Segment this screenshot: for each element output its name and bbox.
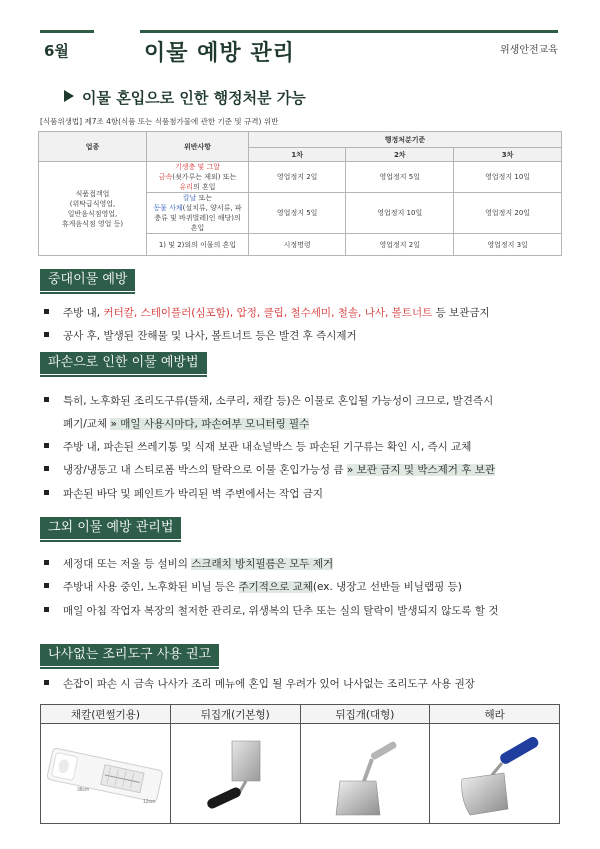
bullet-square-icon <box>44 560 49 565</box>
section-title-screwless-tools: 나사없는 조리도구 사용 권고 <box>40 644 219 666</box>
bullet-square-icon <box>44 309 49 314</box>
bullet-item: 냉장/냉동고 내 스티로폼 박스의 탈락으로 이물 혼입가능성 큼 » 보관 금지 및 박스제거 후 보관 <box>44 462 495 477</box>
bullet-continuation: 폐기/교체 » 매일 사용시마다, 파손여부 모니터링 필수 <box>63 418 310 430</box>
bullet-item: 특히, 노후화된 조리도구류(뜰채, 소쿠리, 채칼 등)은 이물로 혼입될 가능성이 크므로, 발견즉시 <box>44 393 493 408</box>
bullet-item: 주방내 사용 중인, 노후화된 비닐 등은 주기적으로 교체(ex. 냉장고 선반들 비닐랩핑 등) <box>44 579 462 594</box>
turner-basic-image <box>170 724 300 824</box>
turner-large-image <box>300 724 430 824</box>
bullet-item: 세정대 또는 저울 등 설비의 스크래치 방치필름은 모두 제거 <box>44 556 333 571</box>
spatula-large-icon <box>310 729 420 819</box>
category-label: 위생안전교육 <box>500 45 558 56</box>
section-title-major-foreign: 중대이물 예방 <box>40 269 135 291</box>
row2-third: 영업정지 20일 <box>454 193 562 234</box>
penalty-table <box>38 131 562 256</box>
scraper-icon <box>440 729 550 819</box>
scraper-image <box>430 724 560 824</box>
bullet-square-icon <box>44 443 49 448</box>
bullet-square-icon <box>44 332 49 337</box>
tool-header-turner-basic: 뒤집개(기본형) <box>170 705 300 724</box>
bullet-item: 손잡이 파손 시 금속 나사가 조리 메뉴에 혼입 될 우려가 있어 나사없는 조리도구 사용 권장 <box>44 676 475 691</box>
bullet-square-icon <box>44 680 49 685</box>
tool-header-turner-large: 뒤집개(대형) <box>300 705 430 724</box>
law-reference: [식품위생법] 제7조 4항(식품 또는 식품첨가물에 관한 기준 및 규격) 위반 <box>40 117 279 126</box>
bullet-square-icon <box>44 607 49 612</box>
subheading <box>64 87 306 108</box>
row1-third: 영업정지 10일 <box>454 162 562 193</box>
th-penalty: 행정처분기준 <box>249 132 562 148</box>
row1-first: 영업정지 2일 <box>249 162 346 193</box>
row2-first: 영업정지 5일 <box>249 193 346 234</box>
th-third: 3차 <box>454 148 562 162</box>
row3-third: 영업정지 3일 <box>454 234 562 256</box>
bullet-item: 공사 후, 발생된 잔해물 및 나사, 볼트너트 등은 발견 후 즉시제거 <box>44 328 357 343</box>
bullet-square-icon <box>44 583 49 588</box>
bullet-item: 파손된 바닥 및 페인트가 박리된 벽 주변에서는 작업 금지 <box>44 486 323 501</box>
slicer-image <box>41 724 171 824</box>
th-violation: 위반사항 <box>147 132 249 162</box>
subheading-text: 이물 혼입으로 인한 행정처분 가능 <box>82 89 306 107</box>
bullet-item: 매일 아침 작업자 복장의 철저한 관리로, 위생복의 단추 또는 실의 탈락이 발생되지 않도록 할 것 <box>44 603 499 618</box>
row2-second: 영업정지 10일 <box>346 193 454 234</box>
header-rule-right <box>140 30 558 33</box>
tools-table <box>40 704 560 824</box>
svg-text:12cm: 12cm <box>143 798 156 805</box>
tool-header-slicer: 채칼(편썰기용) <box>41 705 171 724</box>
violation-row1: 기생충 및 그알 금속(쇳가루는 제외) 또는 유리의 혼입 <box>147 162 249 193</box>
business-cell: 식품접객업 (위탁급식영업, 일반음식점영업, 휴게음식점 영업 등) <box>39 162 147 256</box>
spatula-icon <box>180 729 290 819</box>
section-title-damage-prevention: 파손으로 인한 이물 예방법 <box>40 352 207 374</box>
th-first: 1차 <box>249 148 346 162</box>
header-rule-left <box>40 30 94 33</box>
section-title-other-methods: 그외 이물 예방 관리법 <box>40 517 181 539</box>
bullet-item: 주방 내, 커터칼, 스테이플러(심포함), 압정, 클립, 철수세미, 철솔, 나사, 볼트너트 등 보관금지 <box>44 305 490 320</box>
svg-text:38cm: 38cm <box>77 786 90 793</box>
play-triangle-icon <box>64 90 74 102</box>
month-label: 6월 <box>44 42 69 60</box>
bullet-item: 주방 내, 파손된 쓰레기통 및 식재 보관 내쇼널박스 등 파손된 기구류는 확인 시, 즉시 교체 <box>44 439 471 454</box>
row3-second: 영업정지 2일 <box>346 234 454 256</box>
violation-row3: 1) 및 2)외의 이물의 혼입 <box>147 234 249 256</box>
page-title: 이물 예방 관리 <box>144 41 295 66</box>
row1-second: 영업정지 5일 <box>346 162 454 193</box>
bullet-square-icon <box>44 490 49 495</box>
row3-first: 시정명령 <box>249 234 346 256</box>
bullet-square-icon <box>44 466 49 471</box>
violation-row2: 칼날 또는 동물 사체(설치류, 양서류, 파 충류 및 바퀴벌레)인 해당)의 혼입 <box>147 193 249 234</box>
bullet-square-icon <box>44 397 49 402</box>
slicer-icon <box>43 729 167 819</box>
th-business: 업종 <box>39 132 147 162</box>
tool-header-scraper: 해라 <box>430 705 560 724</box>
th-second: 2차 <box>346 148 454 162</box>
